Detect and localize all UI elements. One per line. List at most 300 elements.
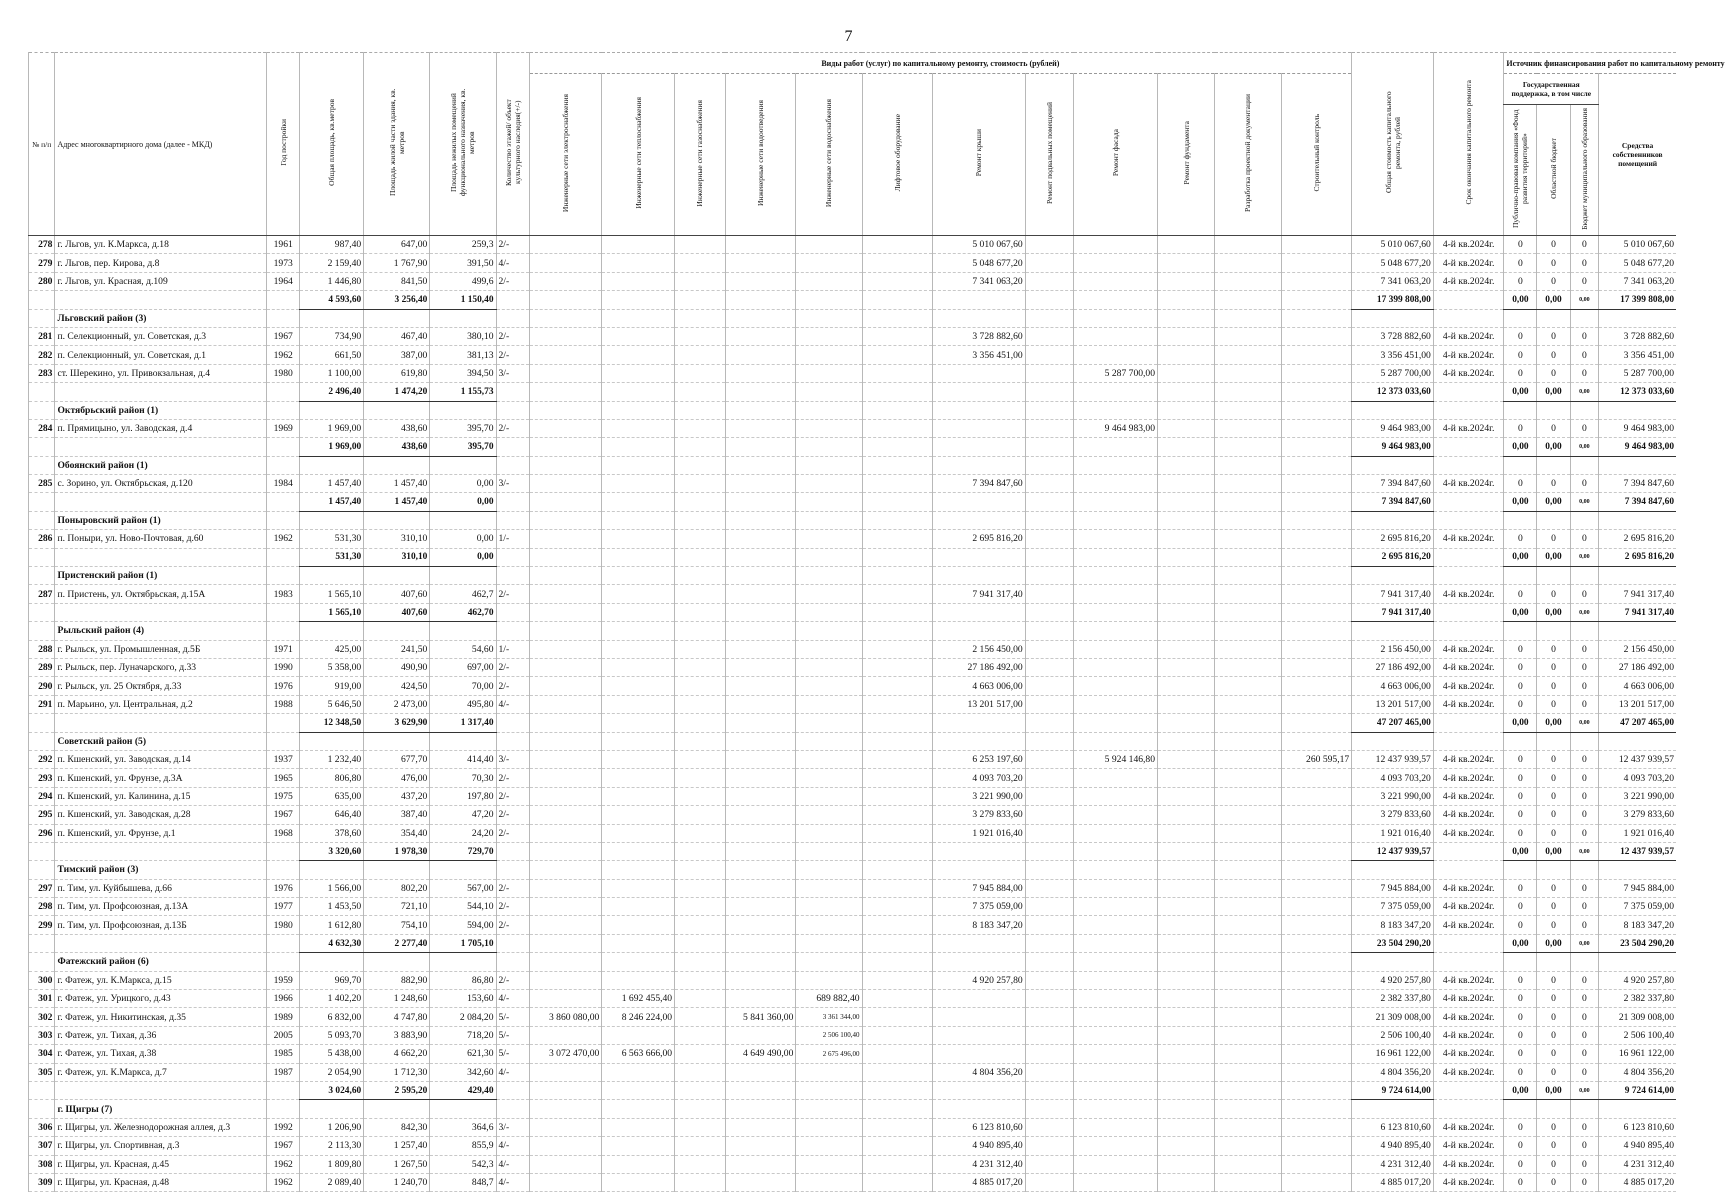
- subtotal-municipal: 0,00: [1570, 548, 1599, 566]
- row-work-roof: 4 804 356,20: [933, 1063, 1026, 1081]
- row-nonliving-area: 544,10: [430, 898, 496, 916]
- subtotal-work-foundation: [1158, 842, 1215, 860]
- row-floors: 2/-: [496, 787, 529, 805]
- region-empty-cell: [1570, 622, 1599, 640]
- region-empty-cell: [1599, 401, 1676, 419]
- region-empty-cell: [1074, 401, 1158, 419]
- row-fund: 0: [1504, 585, 1537, 603]
- header-work-design: Разработка проектной документации: [1215, 74, 1281, 236]
- row-number: 303: [29, 1026, 55, 1044]
- row-fund: 0: [1504, 272, 1537, 290]
- row-total-area: 1 446,80: [300, 272, 364, 290]
- row-fund: 0: [1504, 236, 1537, 254]
- row-work-supervision: [1281, 824, 1352, 842]
- row-work-design: [1215, 658, 1281, 676]
- subtotal-total-area: 1 457,40: [300, 493, 364, 511]
- table-row: [29, 585, 1677, 603]
- subtotal-work-heat: [602, 291, 675, 309]
- row-work-basement: [1025, 1155, 1074, 1173]
- row-owners: 7 341 063,20: [1599, 272, 1676, 290]
- table-row: [29, 787, 1677, 805]
- row-work-design: [1215, 585, 1281, 603]
- subtotal-work-facade: [1074, 548, 1158, 566]
- region-empty-cell: [496, 622, 529, 640]
- row-work-sewer: [725, 530, 796, 548]
- table-row: [29, 530, 1677, 548]
- row-total-area: 1 100,00: [300, 364, 364, 382]
- row-work-gas: [675, 346, 726, 364]
- row-nonliving-area: 394,50: [430, 364, 496, 382]
- region-empty-cell: [1599, 732, 1676, 750]
- row-work-water: [796, 364, 862, 382]
- region-empty-cell: [496, 1100, 529, 1118]
- subtotal-regional: 0,00: [1537, 603, 1570, 621]
- region-empty-cell: [267, 401, 300, 419]
- region-empty-cell: [529, 567, 602, 585]
- row-work-gas: [675, 1155, 726, 1173]
- row-living-area: 476,00: [364, 769, 430, 787]
- row-work-design: [1215, 879, 1281, 897]
- row-work-roof: 3 728 882,60: [933, 327, 1026, 345]
- row-number: 292: [29, 750, 55, 768]
- subtotal-work-supervision: [1281, 603, 1352, 621]
- region-empty-cell: [267, 567, 300, 585]
- region-empty-cell: [430, 1100, 496, 1118]
- row-floors: 2/-: [496, 824, 529, 842]
- subtotal-deadline: [1433, 438, 1504, 456]
- row-work-basement: [1025, 898, 1074, 916]
- row-owners: 2 382 337,80: [1599, 990, 1676, 1008]
- row-total-area: 2 159,40: [300, 254, 364, 272]
- row-deadline: 4-й кв.2024г.: [1433, 824, 1504, 842]
- region-empty-cell: [1215, 401, 1281, 419]
- row-work-foundation: [1158, 787, 1215, 805]
- row-work-facade: [1074, 1045, 1158, 1063]
- region-empty-cell: [1537, 1100, 1570, 1118]
- region-empty-cell: [1025, 732, 1074, 750]
- region-empty-cell: [796, 732, 862, 750]
- row-nonliving-area: 86,80: [430, 971, 496, 989]
- subtotal-address: [55, 383, 267, 401]
- region-empty-cell: [1215, 861, 1281, 879]
- subtotal-work-roof: [933, 842, 1026, 860]
- row-total-area: 1 457,40: [300, 475, 364, 493]
- subtotal-work-sewer: [725, 438, 796, 456]
- region-empty-cell: [1352, 732, 1434, 750]
- row-total-cost: 4 920 257,80: [1352, 971, 1434, 989]
- row-year: 1964: [267, 272, 300, 290]
- row-work-foundation: [1158, 824, 1215, 842]
- row-work-roof: 4 231 312,40: [933, 1155, 1026, 1173]
- subtotal-row: [29, 383, 1677, 401]
- row-total-area: 969,70: [300, 971, 364, 989]
- header-work-elevator: Лифтовое оборудование: [862, 74, 933, 236]
- row-regional: 0: [1537, 272, 1570, 290]
- row-work-design: [1215, 1173, 1281, 1191]
- region-empty-cell: [1352, 953, 1434, 971]
- subtotal-work-sewer: [725, 842, 796, 860]
- header-regional: Областной бюджет: [1537, 105, 1570, 236]
- row-work-heat: [602, 971, 675, 989]
- row-work-elevator: [862, 806, 933, 824]
- row-total-cost: 3 728 882,60: [1352, 327, 1434, 345]
- row-work-basement: [1025, 475, 1074, 493]
- row-number: 289: [29, 658, 55, 676]
- row-work-electric: [529, 530, 602, 548]
- subtotal-fund: 0,00: [1504, 714, 1537, 732]
- row-work-water: [796, 254, 862, 272]
- row-work-heat: [602, 750, 675, 768]
- subtotal-regional: 0,00: [1537, 714, 1570, 732]
- row-work-heat: [602, 1063, 675, 1081]
- row-work-electric: [529, 1118, 602, 1136]
- subtotal-work-basement: [1025, 291, 1074, 309]
- row-work-basement: [1025, 806, 1074, 824]
- row-work-elevator: [862, 530, 933, 548]
- row-work-design: [1215, 1026, 1281, 1044]
- region-empty-cell: [602, 401, 675, 419]
- region-empty-cell: [1433, 861, 1504, 879]
- subtotal-work-sewer: [725, 934, 796, 952]
- row-number: 298: [29, 898, 55, 916]
- row-owners: 4 093 703,20: [1599, 769, 1676, 787]
- header-work-basement: Ремонт подвальных помещений: [1025, 74, 1074, 236]
- region-empty-cell: [1281, 567, 1352, 585]
- row-work-roof: 3 279 833,60: [933, 806, 1026, 824]
- row-work-water: [796, 695, 862, 713]
- subtotal-total-area: 3 320,60: [300, 842, 364, 860]
- row-municipal: 0: [1570, 1063, 1599, 1081]
- row-work-electric: [529, 475, 602, 493]
- region-empty-cell: [1025, 622, 1074, 640]
- region-heading-row: [29, 622, 1677, 640]
- subtotal-year: [267, 383, 300, 401]
- row-work-water: [796, 898, 862, 916]
- row-work-heat: [602, 1173, 675, 1191]
- row-municipal: 0: [1570, 658, 1599, 676]
- row-total-area: 635,00: [300, 787, 364, 805]
- row-work-gas: [675, 695, 726, 713]
- region-num: [29, 953, 55, 971]
- row-deadline: 4-й кв.2024г.: [1433, 916, 1504, 934]
- row-work-design: [1215, 530, 1281, 548]
- region-empty-cell: [430, 953, 496, 971]
- row-work-sewer: [725, 475, 796, 493]
- region-empty-cell: [1537, 732, 1570, 750]
- row-work-sewer: [725, 1118, 796, 1136]
- region-num: [29, 567, 55, 585]
- subtotal-num: [29, 291, 55, 309]
- region-empty-cell: [1537, 401, 1570, 419]
- row-work-heat: [602, 530, 675, 548]
- subtotal-work-heat: [602, 493, 675, 511]
- table-row: [29, 898, 1677, 916]
- row-work-gas: [675, 475, 726, 493]
- row-living-area: 437,20: [364, 787, 430, 805]
- region-empty-cell: [796, 309, 862, 327]
- region-empty-cell: [364, 953, 430, 971]
- row-total-cost: 4 231 312,40: [1352, 1155, 1434, 1173]
- row-number: 302: [29, 1008, 55, 1026]
- row-total-area: 6 832,00: [300, 1008, 364, 1026]
- row-work-basement: [1025, 1008, 1074, 1026]
- region-empty-cell: [300, 1100, 364, 1118]
- row-work-basement: [1025, 585, 1074, 603]
- row-fund: 0: [1504, 1026, 1537, 1044]
- subtotal-address: [55, 842, 267, 860]
- row-work-basement: [1025, 658, 1074, 676]
- row-work-electric: 3 072 470,00: [529, 1045, 602, 1063]
- row-living-area: 387,00: [364, 346, 430, 364]
- row-work-design: [1215, 677, 1281, 695]
- row-work-design: [1215, 1008, 1281, 1026]
- row-regional: 0: [1537, 419, 1570, 437]
- row-total-area: 734,90: [300, 327, 364, 345]
- subtotal-owners: 47 207 465,00: [1599, 714, 1676, 732]
- subtotal-floors: [496, 291, 529, 309]
- region-empty-cell: [1281, 456, 1352, 474]
- row-owners: 4 940 895,40: [1599, 1137, 1676, 1155]
- row-work-foundation: [1158, 971, 1215, 989]
- region-heading-row: [29, 456, 1677, 474]
- region-heading-row: [29, 511, 1677, 529]
- row-owners: 7 945 884,00: [1599, 879, 1676, 897]
- row-work-basement: [1025, 640, 1074, 658]
- region-empty-cell: [1352, 309, 1434, 327]
- table-row: [29, 990, 1677, 1008]
- row-living-area: 619,80: [364, 364, 430, 382]
- row-work-design: [1215, 327, 1281, 345]
- region-empty-cell: [1504, 511, 1537, 529]
- region-empty-cell: [1599, 567, 1676, 585]
- region-empty-cell: [1025, 567, 1074, 585]
- row-work-basement: [1025, 236, 1074, 254]
- region-empty-cell: [430, 511, 496, 529]
- row-work-sewer: [725, 1155, 796, 1173]
- row-work-elevator: [862, 787, 933, 805]
- row-work-electric: [529, 1137, 602, 1155]
- region-empty-cell: [267, 861, 300, 879]
- row-year: 1980: [267, 916, 300, 934]
- subtotal-work-electric: [529, 714, 602, 732]
- subtotal-work-supervision: [1281, 383, 1352, 401]
- row-work-heat: [602, 658, 675, 676]
- row-work-electric: [529, 695, 602, 713]
- row-work-facade: [1074, 346, 1158, 364]
- region-empty-cell: [796, 567, 862, 585]
- subtotal-fund: 0,00: [1504, 438, 1537, 456]
- row-address: г. Льгов, ул. Красная, д.109: [55, 272, 267, 290]
- region-empty-cell: [1599, 861, 1676, 879]
- region-empty-cell: [1537, 456, 1570, 474]
- row-living-area: 1 767,90: [364, 254, 430, 272]
- region-empty-cell: [1158, 1100, 1215, 1118]
- row-work-supervision: [1281, 787, 1352, 805]
- region-name: Поныровский район (1): [55, 511, 267, 529]
- table-row: [29, 272, 1677, 290]
- subtotal-nonliving-area: 1 705,10: [430, 934, 496, 952]
- row-living-area: 721,10: [364, 898, 430, 916]
- row-work-roof: 1 921 016,40: [933, 824, 1026, 842]
- subtotal-total-cost: 2 695 816,20: [1352, 548, 1434, 566]
- row-nonliving-area: 567,00: [430, 879, 496, 897]
- region-empty-cell: [1504, 567, 1537, 585]
- region-empty-cell: [725, 567, 796, 585]
- row-living-area: 241,50: [364, 640, 430, 658]
- row-work-heat: [602, 346, 675, 364]
- row-work-water: [796, 640, 862, 658]
- row-work-gas: [675, 1045, 726, 1063]
- region-empty-cell: [1025, 401, 1074, 419]
- row-municipal: 0: [1570, 1026, 1599, 1044]
- row-regional: 0: [1537, 971, 1570, 989]
- region-empty-cell: [1504, 953, 1537, 971]
- row-work-water: [796, 1118, 862, 1136]
- row-work-foundation: [1158, 1026, 1215, 1044]
- subtotal-work-gas: [675, 1081, 726, 1099]
- row-year: 1959: [267, 971, 300, 989]
- region-heading-row: [29, 861, 1677, 879]
- row-work-supervision: [1281, 1118, 1352, 1136]
- row-work-roof: 3 356 451,00: [933, 346, 1026, 364]
- region-empty-cell: [529, 1100, 602, 1118]
- subtotal-work-sewer: [725, 493, 796, 511]
- subtotal-work-roof: [933, 493, 1026, 511]
- row-total-cost: 12 437 939,57: [1352, 750, 1434, 768]
- region-empty-cell: [496, 953, 529, 971]
- row-work-facade: 5 287 700,00: [1074, 364, 1158, 382]
- row-work-sewer: [725, 916, 796, 934]
- row-address: п. Поныри, ул. Ново-Почтовая, д.60: [55, 530, 267, 548]
- capital-repair-table-container: [28, 52, 1725, 1192]
- row-nonliving-area: 54,60: [430, 640, 496, 658]
- row-year: 1968: [267, 824, 300, 842]
- row-fund: 0: [1504, 677, 1537, 695]
- region-num: [29, 622, 55, 640]
- header-total-cost: Общая стоимость капитального ремонта, рублей: [1352, 53, 1434, 236]
- region-empty-cell: [1281, 861, 1352, 879]
- region-empty-cell: [1570, 732, 1599, 750]
- region-empty-cell: [300, 861, 364, 879]
- region-empty-cell: [796, 1100, 862, 1118]
- row-work-foundation: [1158, 1155, 1215, 1173]
- row-owners: 27 186 492,00: [1599, 658, 1676, 676]
- subtotal-municipal: 0,00: [1570, 438, 1599, 456]
- row-work-heat: [602, 769, 675, 787]
- row-total-area: 2 054,90: [300, 1063, 364, 1081]
- subtotal-regional: 0,00: [1537, 291, 1570, 309]
- subtotal-work-design: [1215, 438, 1281, 456]
- region-empty-cell: [1281, 1100, 1352, 1118]
- subtotal-total-area: 4 632,30: [300, 934, 364, 952]
- subtotal-address: [55, 1081, 267, 1099]
- row-floors: 3/-: [496, 750, 529, 768]
- region-empty-cell: [430, 861, 496, 879]
- row-work-facade: [1074, 1026, 1158, 1044]
- row-work-elevator: [862, 475, 933, 493]
- subtotal-work-design: [1215, 842, 1281, 860]
- subtotal-num: [29, 934, 55, 952]
- row-floors: 2/-: [496, 916, 529, 934]
- row-floors: 2/-: [496, 677, 529, 695]
- region-empty-cell: [602, 511, 675, 529]
- row-work-foundation: [1158, 364, 1215, 382]
- table-head: [29, 53, 1725, 236]
- row-total-cost: 4 663 006,00: [1352, 677, 1434, 695]
- row-work-supervision: [1281, 272, 1352, 290]
- row-nonliving-area: 855,9: [430, 1137, 496, 1155]
- row-total-cost: 7 375 059,00: [1352, 898, 1434, 916]
- region-empty-cell: [1025, 456, 1074, 474]
- row-living-area: 4 662,20: [364, 1045, 430, 1063]
- region-empty-cell: [725, 456, 796, 474]
- row-regional: 0: [1537, 475, 1570, 493]
- row-fund: 0: [1504, 1155, 1537, 1173]
- row-work-foundation: [1158, 1173, 1215, 1191]
- row-living-area: 467,40: [364, 327, 430, 345]
- row-fund: 0: [1504, 1173, 1537, 1191]
- row-deadline: 4-й кв.2024г.: [1433, 806, 1504, 824]
- row-floors: 4/-: [496, 990, 529, 1008]
- row-number: 294: [29, 787, 55, 805]
- subtotal-year: [267, 291, 300, 309]
- row-work-foundation: [1158, 475, 1215, 493]
- row-owners: 4 885 017,20: [1599, 1173, 1676, 1191]
- row-total-area: 5 646,50: [300, 695, 364, 713]
- row-work-basement: [1025, 364, 1074, 382]
- subtotal-work-water: [796, 1081, 862, 1099]
- subtotal-work-foundation: [1158, 714, 1215, 732]
- subtotal-work-water: [796, 383, 862, 401]
- row-work-supervision: [1281, 236, 1352, 254]
- region-empty-cell: [1281, 732, 1352, 750]
- row-number: 305: [29, 1063, 55, 1081]
- subtotal-num: [29, 438, 55, 456]
- row-work-basement: [1025, 1026, 1074, 1044]
- subtotal-work-foundation: [1158, 291, 1215, 309]
- row-number: 290: [29, 677, 55, 695]
- subtotal-row: [29, 842, 1677, 860]
- row-address: п. Пристень, ул. Октябрьская, д.15А: [55, 585, 267, 603]
- row-work-gas: [675, 658, 726, 676]
- region-empty-cell: [529, 401, 602, 419]
- row-fund: 0: [1504, 769, 1537, 787]
- row-nonliving-area: 2 084,20: [430, 1008, 496, 1026]
- row-floors: 2/-: [496, 971, 529, 989]
- region-empty-cell: [1504, 309, 1537, 327]
- region-empty-cell: [675, 567, 726, 585]
- subtotal-work-heat: [602, 1081, 675, 1099]
- table-row: [29, 1063, 1677, 1081]
- region-empty-cell: [1599, 953, 1676, 971]
- subtotal-work-design: [1215, 934, 1281, 952]
- row-total-area: 425,00: [300, 640, 364, 658]
- region-empty-cell: [1570, 401, 1599, 419]
- row-work-heat: [602, 364, 675, 382]
- row-work-design: [1215, 1063, 1281, 1081]
- row-work-electric: [529, 990, 602, 1008]
- row-work-water: [796, 824, 862, 842]
- region-empty-cell: [725, 401, 796, 419]
- region-empty-cell: [602, 456, 675, 474]
- row-work-design: [1215, 236, 1281, 254]
- row-work-gas: [675, 327, 726, 345]
- row-work-supervision: [1281, 1008, 1352, 1026]
- row-deadline: 4-й кв.2024г.: [1433, 419, 1504, 437]
- subtotal-work-gas: [675, 603, 726, 621]
- region-empty-cell: [364, 511, 430, 529]
- region-empty-cell: [300, 567, 364, 585]
